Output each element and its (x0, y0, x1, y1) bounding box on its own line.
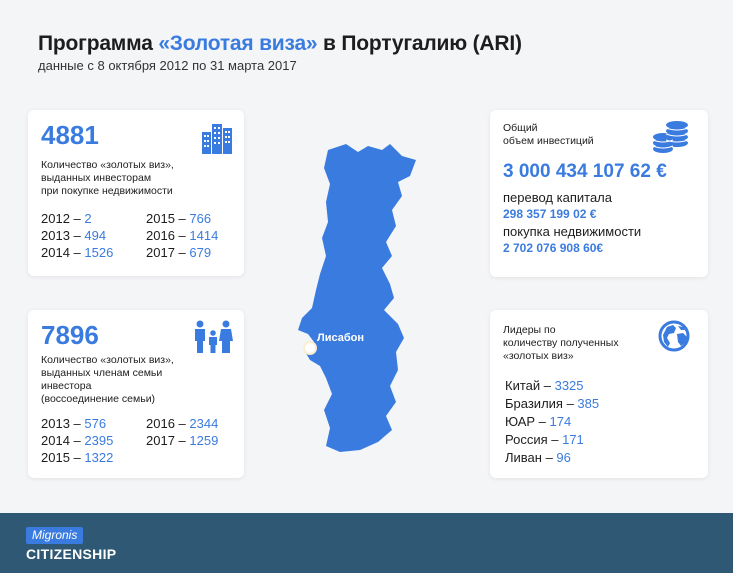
brand-tag: Migronis (26, 527, 83, 544)
country-value: 174 (549, 414, 572, 429)
country-row (505, 378, 584, 393)
investments-total: 3 000 434 107 62 € (503, 161, 667, 182)
visas-description-line: Количество «золотых виз», (41, 159, 174, 171)
visas-description-line: при покупке недвижимости (41, 185, 173, 197)
year-label: 2016 – (146, 416, 190, 431)
year-label: 2013 – (41, 416, 85, 431)
country-row (505, 432, 584, 447)
visas-year-row (146, 228, 218, 243)
year-value: 1414 (189, 228, 219, 243)
page-title (38, 32, 522, 56)
family-card (28, 310, 244, 478)
leaders-label (503, 324, 619, 363)
buildings-icon (200, 118, 234, 154)
year-label: 2014 – (41, 433, 85, 448)
leaders-card (490, 310, 708, 478)
lisbon-marker-icon (304, 342, 316, 354)
family-year-row (146, 433, 218, 448)
leaders-label-line: «золотых виз» (503, 350, 574, 362)
year-value: 2344 (189, 416, 219, 431)
investments-label (503, 122, 594, 148)
visas-year-row (41, 245, 113, 260)
year-value: 494 (84, 228, 107, 243)
footer (0, 513, 733, 573)
title-accent: «Золотая виза» (158, 32, 318, 55)
family-year-row (41, 450, 113, 465)
family-description-line: Количество «золотых виз», (41, 354, 174, 366)
portugal-shape (298, 144, 416, 452)
year-label: 2017 – (146, 433, 190, 448)
capital-value: 298 357 199 02 € (503, 207, 597, 221)
country-row (505, 414, 571, 429)
leaders-label-line: Лидеры по (503, 324, 556, 336)
brand-word: CITIZENSHIP (26, 546, 117, 562)
page-subtitle: данные с 8 октября 2012 по 31 марта 2017 (38, 58, 297, 73)
year-value: 2 (84, 211, 92, 226)
title-after: в Португалию (ARI) (317, 32, 522, 55)
year-label: 2013 – (41, 228, 85, 243)
family-year-row (41, 433, 113, 448)
family-description-line: инвестора (41, 380, 92, 392)
title-before: Программа (38, 32, 159, 55)
country-name: Бразилия – (505, 396, 578, 411)
lisbon-label: Лисабон (317, 332, 365, 344)
coins-icon (652, 120, 690, 154)
country-value: 3325 (554, 378, 584, 393)
visas-year-row (41, 211, 92, 226)
country-value: 171 (562, 432, 584, 447)
family-description-line: (воссоединение семьи) (41, 393, 156, 405)
country-name: Ливан – (505, 450, 557, 465)
visas-year-row (146, 245, 211, 260)
investments-label-line: Общий (503, 122, 538, 134)
property-value: 2 702 076 908 60€ (503, 241, 604, 255)
visas-description (41, 159, 174, 198)
country-value: 96 (556, 450, 571, 465)
year-label: 2014 – (41, 245, 85, 260)
family-description (41, 354, 174, 406)
globe-icon (658, 320, 690, 352)
year-label: 2015 – (146, 211, 190, 226)
year-value: 2395 (84, 433, 114, 448)
capital-label: перевод капитала (503, 190, 612, 205)
country-name: Китай – (505, 378, 555, 393)
year-value: 679 (189, 245, 212, 260)
visas-card (28, 110, 244, 276)
investments-label-line: объем инвестиций (503, 135, 594, 147)
year-label: 2016 – (146, 228, 190, 243)
year-value: 1259 (189, 433, 219, 448)
family-icon (192, 320, 234, 354)
leaders-label-line: количеству полученных (503, 337, 619, 349)
country-row (505, 396, 599, 411)
country-value: 385 (577, 396, 600, 411)
country-row (505, 450, 571, 465)
family-year-row (146, 416, 218, 431)
visas-year-row (146, 211, 211, 226)
year-value: 1322 (84, 450, 114, 465)
year-value: 1526 (84, 245, 114, 260)
year-value: 766 (189, 211, 212, 226)
portugal-map (286, 138, 436, 468)
year-value: 576 (84, 416, 107, 431)
country-name: Россия – (505, 432, 563, 447)
year-label: 2012 – (41, 211, 85, 226)
family-total: 7896 (41, 320, 99, 350)
family-year-row (41, 416, 106, 431)
visas-year-row (41, 228, 106, 243)
visas-total: 4881 (41, 120, 99, 150)
year-label: 2015 – (41, 450, 85, 465)
year-label: 2017 – (146, 245, 190, 260)
visas-description-line: выданных инвесторам (41, 172, 152, 184)
family-description-line: выданных членам семьи (41, 367, 163, 379)
country-name: ЮАР – (505, 414, 550, 429)
investments-card (490, 110, 708, 277)
property-label: покупка недвижимости (503, 224, 642, 239)
